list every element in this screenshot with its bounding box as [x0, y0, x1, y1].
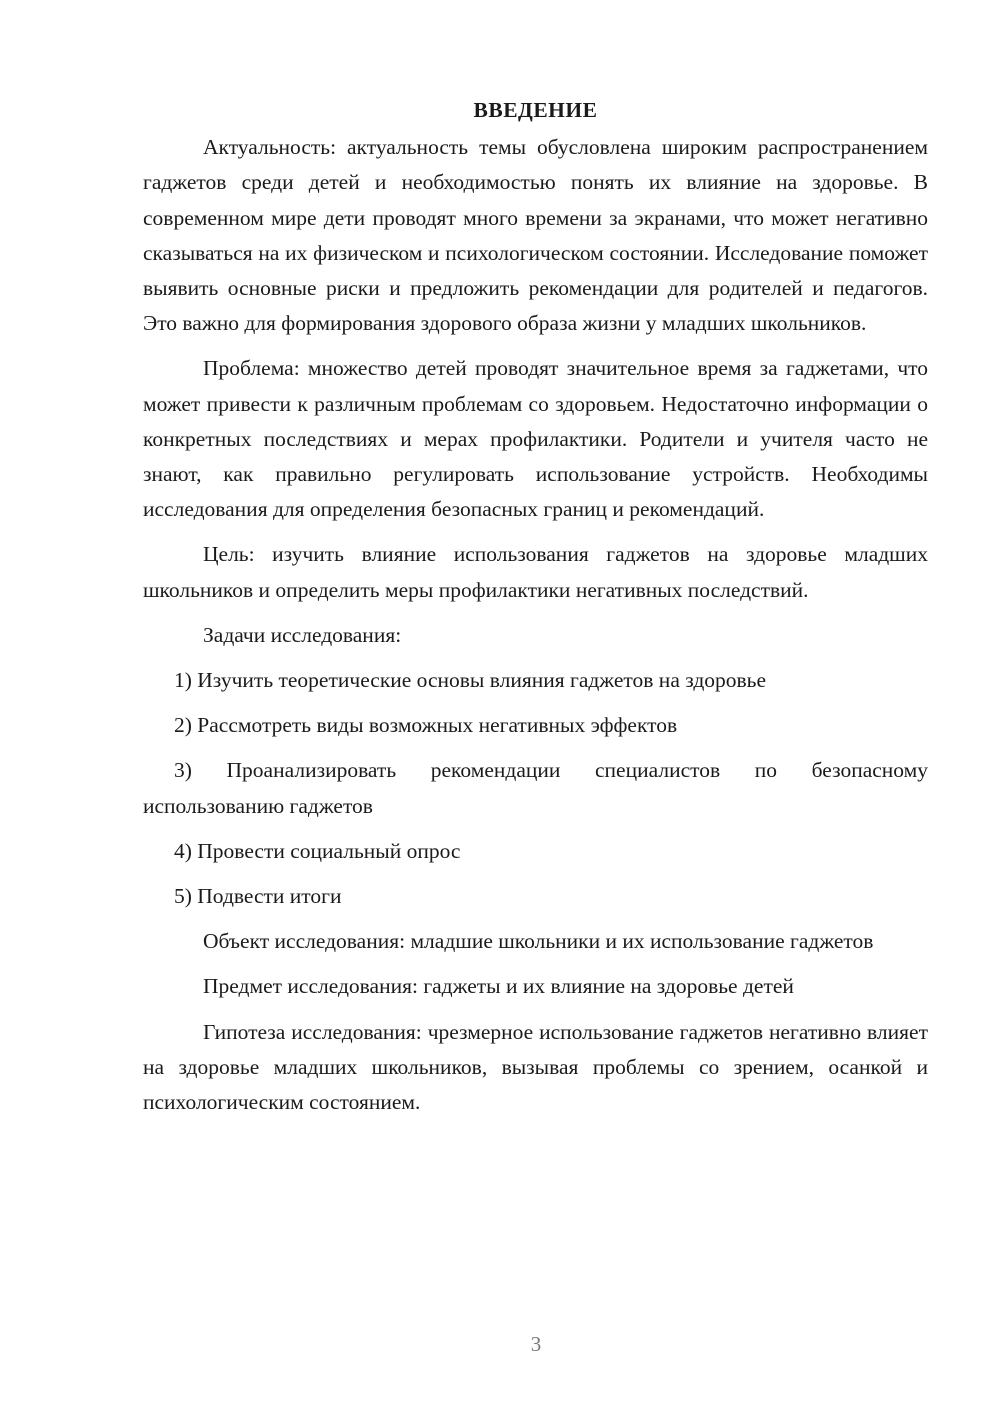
- task-item-2: 2) Рассмотреть виды возможных негативных эффектов: [174, 713, 678, 738]
- document-page: [143, 93, 928, 1130]
- subject-paragraph: Предмет исследования: гаджеты и их влияние на здоровье детей: [203, 974, 794, 999]
- task-item-1: 1) Изучить теоретические основы влияния гаджетов на здоровье: [174, 668, 767, 693]
- tasks-title: Задачи исследования:: [203, 622, 402, 647]
- object-paragraph: Объект исследования: младшие школьники и их использование гаджетов: [203, 929, 874, 954]
- goal-paragraph: Цель: изучить влияние использования гаджетов на здоровье младших школьников и определить меры профилактики негативных последствий.: [143, 542, 928, 602]
- problem-paragraph: Проблема: множество детей проводят значительное время за гаджетами, что может привести к различным проблемам со здоровьем. Недостаточно информации о конкретных последствиях и мерах профилактики. Родители и учителя часто не знают, как правильно регулировать использование устройств. Необходимы исследования для определения безопасных границ и рекомендаций.: [143, 356, 928, 522]
- task-item-4: 4) Провести социальный опрос: [174, 838, 461, 863]
- task-item-5: 5) Подвести итоги: [174, 884, 342, 909]
- hypothesis-paragraph: Гипотеза исследования: чрезмерное использование гаджетов негативно влияет на здоровье младших школьников, вызывая проблемы со зрением, осанкой и психологическим состоянием.: [143, 1019, 928, 1115]
- section-heading: ВВЕДЕНИЕ: [473, 98, 598, 122]
- relevance-paragraph: Актуальность: актуальность темы обусловлена широким распространением гаджетов среди детей и необходимостью понять их влияние на здоровье. В современном мире дети проводят много времени за экранами, что может негативно сказываться на их физическом и психологическом состоянии. Исследование поможет выявить основные риски и предложить рекомендации для родителей и педагогов. Это важно для формирования здорового образа жизни у младших школьников.: [143, 135, 928, 336]
- page-number: 3: [530, 1332, 542, 1356]
- task-item-3: 3) Проанализировать рекомендации специалистов по безопасному использованию гаджетов: [143, 758, 928, 818]
